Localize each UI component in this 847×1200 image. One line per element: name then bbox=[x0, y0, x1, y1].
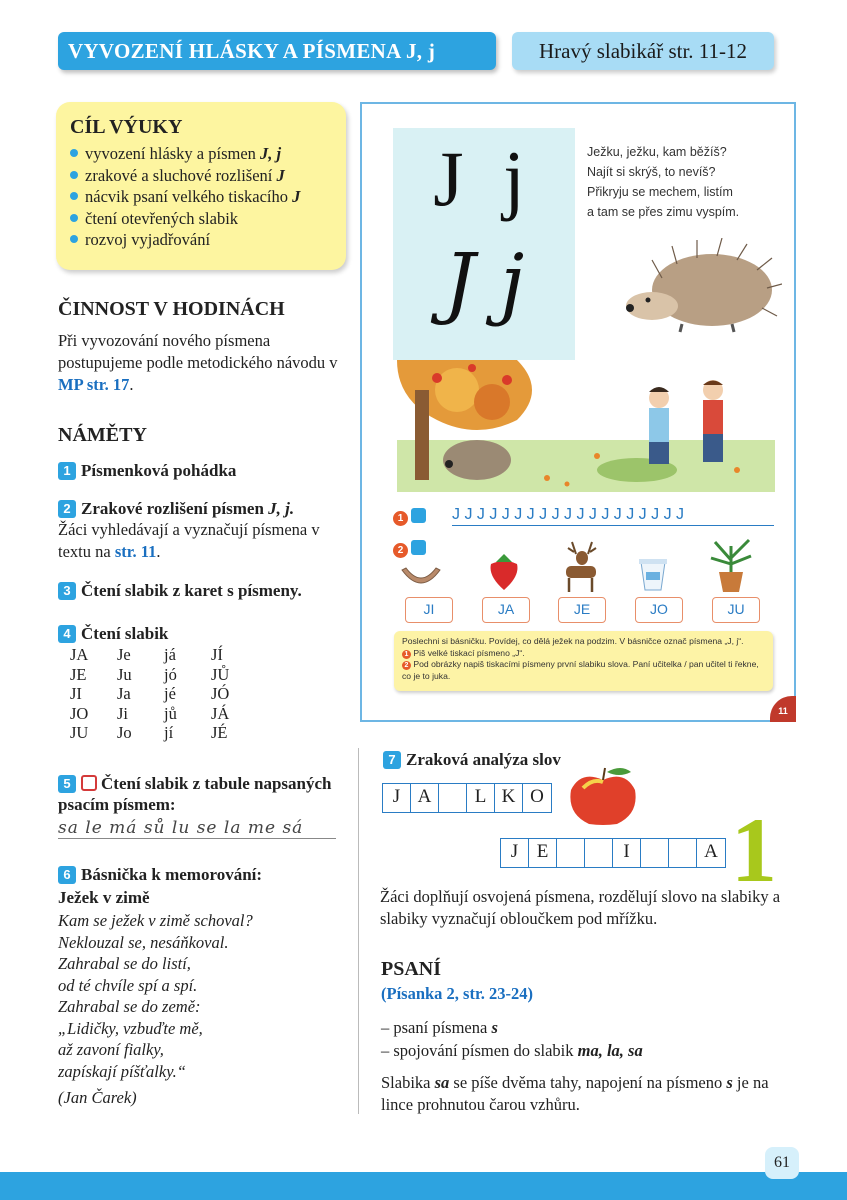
syllable-box: JI bbox=[405, 597, 453, 623]
idea-title: Zraková analýza slov bbox=[406, 750, 561, 769]
goal-item-text: rozvoj vyjadřování bbox=[85, 230, 211, 249]
poem-line: Neklouzal se, nesáňkoval. bbox=[58, 932, 229, 952]
goal-item-text: zrakové a sluchové rozlišení bbox=[85, 165, 277, 185]
syllable-cell: JŮ bbox=[211, 664, 230, 684]
grid-cell bbox=[439, 784, 467, 812]
activity-end: . bbox=[129, 375, 134, 394]
goal-item bbox=[70, 143, 332, 165]
poem bbox=[58, 910, 348, 1109]
idea-title: Čtení slabik z karet s písmeny. bbox=[81, 581, 302, 600]
grid-cell: I bbox=[613, 839, 641, 867]
idea-number: 1 bbox=[58, 462, 76, 480]
poem-author: (Jan Čarek) bbox=[58, 1088, 137, 1107]
writing-line-1 bbox=[381, 1017, 498, 1039]
blackboard-icon bbox=[81, 775, 97, 791]
grid-cell: K bbox=[495, 784, 523, 812]
autumn-scene-illustration bbox=[397, 360, 775, 492]
poem-line: Zahrabal se do země: bbox=[58, 997, 201, 1016]
letter-card bbox=[393, 128, 575, 360]
writing-text: se píše dvěma tahy, napojení na písmeno bbox=[449, 1073, 727, 1092]
writing-text: – psaní písmena bbox=[381, 1018, 492, 1037]
idea-title: Čtení slabik z tabule napsaných psacím písmem: bbox=[58, 774, 332, 814]
idea-number: 2 bbox=[58, 500, 76, 518]
instruction-note bbox=[394, 631, 773, 691]
plant-icon bbox=[707, 532, 755, 594]
writing-heading: PSANÍ bbox=[381, 958, 442, 980]
writing-emphasis: ma, la, sa bbox=[577, 1041, 643, 1060]
idea-5 bbox=[58, 773, 348, 839]
note-text: Piš velké tiskací písmeno „J“. bbox=[413, 647, 525, 658]
writing-emphasis: sa bbox=[434, 1073, 450, 1092]
grid-cell bbox=[557, 839, 585, 867]
poem-line: až zavoní fialky, bbox=[58, 1040, 164, 1059]
goal-item bbox=[70, 165, 332, 187]
pencil-icon bbox=[411, 508, 426, 523]
bullet-icon bbox=[70, 235, 78, 243]
poem-line: zapískají píšťalky.“ bbox=[58, 1061, 186, 1081]
syllable-cell: Ja bbox=[117, 684, 131, 703]
cursive-syllables: sa le má sů lu se la me sá bbox=[58, 818, 336, 839]
syllable-cell: jó bbox=[164, 664, 177, 684]
activity-text bbox=[58, 330, 343, 396]
script-letters: J j bbox=[443, 238, 525, 328]
poem-line: „Lidičky, vzbuďte mě, bbox=[58, 1018, 203, 1038]
grid-cell bbox=[641, 839, 669, 867]
footer-bar bbox=[0, 1172, 847, 1200]
goal-item-text: vyvození hlásky a písmen bbox=[85, 144, 261, 163]
page-title: VYVOZENÍ HLÁSKY A PÍSMENA J, j bbox=[58, 32, 496, 70]
strawberry-icon bbox=[486, 550, 522, 592]
idea-number: 6 bbox=[58, 866, 76, 884]
goal-list bbox=[70, 143, 332, 251]
letter-writing-row: J J J J J J J J J J J J J J J J J J J bbox=[452, 505, 774, 526]
grid-cell: O bbox=[530, 786, 544, 807]
idea-title: Čtení slabik bbox=[81, 624, 169, 643]
yogurt-icon bbox=[637, 556, 669, 592]
note-text: Pod obrázky napiš tiskacími písmeny první slabiku slova. Paní učitelka / pan učitel ti řekne, co je to juka. bbox=[402, 659, 759, 681]
hedgehog-illustration bbox=[622, 238, 782, 334]
syllable-cell: JÓ bbox=[211, 684, 230, 703]
goal-item bbox=[70, 229, 332, 251]
grid-cell: J bbox=[501, 839, 529, 867]
writing-emphasis: s bbox=[491, 1018, 498, 1037]
activity-heading: ČINNOST V HODINÁCH bbox=[58, 298, 285, 320]
idea-number: 7 bbox=[383, 751, 401, 769]
syllable-cell: já bbox=[164, 645, 176, 664]
goal-title: CÍL VÝUKY bbox=[70, 116, 183, 138]
poem-line: od té chvíle spí a spí. bbox=[58, 975, 198, 995]
syllable-cell: Jo bbox=[117, 723, 132, 742]
grid-cell bbox=[585, 839, 613, 867]
syllable-box: JA bbox=[482, 597, 530, 623]
big-number-one: 1 bbox=[731, 799, 777, 901]
poem-line: Kam se ježek v zimě schoval? bbox=[58, 911, 253, 930]
grid-cell: L bbox=[467, 784, 495, 812]
idea-7 bbox=[383, 750, 561, 770]
activity-body: Při vyvozování nového písmena postupujeme podle metodického návodu v bbox=[58, 331, 338, 372]
exercise-1 bbox=[393, 508, 426, 526]
goal-box bbox=[56, 102, 346, 270]
idea-title: Písmenková pohádka bbox=[81, 461, 237, 480]
idea-end: . bbox=[156, 542, 161, 561]
bullet-icon bbox=[70, 192, 78, 200]
idea-3 bbox=[58, 581, 302, 601]
writing-text: – spojování písmen do slabik bbox=[381, 1041, 578, 1060]
poem-title: Ježek v zimě bbox=[58, 888, 150, 907]
deer-icon bbox=[558, 540, 606, 594]
syllable-cell: Je bbox=[117, 645, 131, 664]
syllable-cell: JU bbox=[70, 723, 89, 742]
goal-item-emphasis: J bbox=[292, 187, 301, 206]
note-main-text: Poslechni si básničku. Povídej, co dělá ježek na podzim. V básničce označ písmena „J, j“. bbox=[402, 636, 744, 646]
goal-item-text: nácvik psaní velkého tiskacího bbox=[85, 187, 293, 206]
grid-cell: A bbox=[704, 841, 718, 862]
goal-item bbox=[70, 208, 332, 230]
syllable-cell: Ji bbox=[117, 703, 129, 723]
column-divider bbox=[358, 748, 359, 1114]
syllable-cell: JE bbox=[70, 664, 87, 684]
book-poem-line: Ježku, ježku, kam běžíš? bbox=[587, 145, 727, 159]
idea-number: 5 bbox=[58, 775, 76, 793]
note-number: 2 bbox=[402, 661, 411, 670]
table-row bbox=[58, 723, 246, 743]
goal-item bbox=[70, 186, 332, 208]
writing-ref-link[interactable]: (Písanka 2, str. 23-24) bbox=[381, 984, 534, 1003]
syllable-cell: jí bbox=[164, 723, 174, 742]
idea-number: 4 bbox=[58, 625, 76, 643]
idea-4 bbox=[58, 624, 246, 743]
print-letters: J j bbox=[433, 135, 535, 222]
syllable-box: JU bbox=[712, 597, 760, 623]
book-poem-line: Najít si skrýš, to nevíš? bbox=[587, 165, 716, 179]
table-row bbox=[58, 645, 246, 665]
bullet-icon bbox=[70, 149, 78, 157]
writing-paragraph bbox=[381, 1072, 801, 1116]
idea-title-emphasis: J, j. bbox=[268, 499, 295, 518]
syllable-cell: JI bbox=[70, 684, 82, 703]
sausage-icon bbox=[398, 556, 444, 592]
page-number: 61 bbox=[765, 1147, 799, 1179]
idea-2 bbox=[58, 499, 348, 563]
syllable-cell: JÁ bbox=[211, 703, 230, 723]
syllable-table bbox=[58, 645, 246, 743]
letter-grid-2 bbox=[500, 838, 726, 868]
exercise-number: 2 bbox=[393, 543, 408, 558]
poem-line: Zahrabal se do listí, bbox=[58, 954, 191, 973]
writing-emphasis: s bbox=[726, 1073, 733, 1092]
syllable-cell: Ju bbox=[117, 664, 132, 684]
syllable-cell: jé bbox=[164, 684, 176, 703]
bullet-icon bbox=[70, 214, 78, 222]
idea-number: 3 bbox=[58, 582, 76, 600]
book-page-number: 11 bbox=[770, 696, 796, 722]
textbook-reference: Hravý slabikář str. 11-12 bbox=[512, 32, 774, 70]
idea-ref-link[interactable]: str. 11 bbox=[114, 542, 157, 561]
goal-item-emphasis: J bbox=[276, 165, 285, 185]
syllable-cell: JÍ bbox=[211, 645, 223, 664]
syllable-cell: JÉ bbox=[211, 723, 228, 742]
writing-text: je na lince prohnutou čarou vzhůru. bbox=[381, 1073, 769, 1114]
goal-item-emphasis: J, j bbox=[260, 144, 282, 163]
grid-cell bbox=[669, 839, 697, 867]
bullet-icon bbox=[70, 171, 78, 179]
book-poem-line: Přikryju se mechem, listím bbox=[587, 185, 733, 199]
book-poem bbox=[587, 142, 739, 222]
exercise-number: 1 bbox=[393, 511, 408, 526]
pencil-icon bbox=[411, 540, 426, 555]
note-number: 1 bbox=[402, 650, 411, 659]
syllable-box: JO bbox=[635, 597, 683, 623]
syllable-cell: JA bbox=[70, 645, 89, 664]
apple-icon bbox=[565, 764, 641, 826]
grid-cell: E bbox=[529, 839, 557, 867]
table-row bbox=[58, 704, 246, 724]
writing-text: Slabika bbox=[381, 1073, 435, 1092]
idea-1 bbox=[58, 461, 236, 481]
table-row bbox=[58, 684, 246, 704]
grid-cell: J bbox=[383, 784, 411, 812]
analysis-text: Žáci doplňují osvojená písmena, rozdělují slovo na slabiky a slabiky vyznačují obloučkem pod mřížku. bbox=[380, 887, 781, 928]
syllable-box: JE bbox=[558, 597, 606, 623]
idea-title: Básnička k memorování: bbox=[81, 865, 263, 884]
table-row bbox=[58, 665, 246, 685]
grid-cell: A bbox=[411, 784, 439, 812]
syllable-cell: JO bbox=[70, 703, 89, 723]
idea-6 bbox=[58, 863, 348, 1109]
goal-item-text: čtení otevřených slabik bbox=[85, 208, 239, 228]
idea-text: Žáci vyhledávají a vyznačují písmena v textu na bbox=[58, 520, 320, 561]
idea-title: Zrakové rozlišení písmen bbox=[81, 499, 269, 518]
activity-ref-link[interactable]: MP str. 17 bbox=[58, 375, 130, 394]
syllable-cell: jů bbox=[164, 703, 177, 723]
book-poem-line: a tam se přes zimu vyspím. bbox=[587, 205, 740, 219]
letter-grid-1 bbox=[382, 783, 552, 813]
writing-line-2 bbox=[381, 1040, 643, 1062]
ideas-heading: NÁMĚTY bbox=[58, 424, 147, 446]
